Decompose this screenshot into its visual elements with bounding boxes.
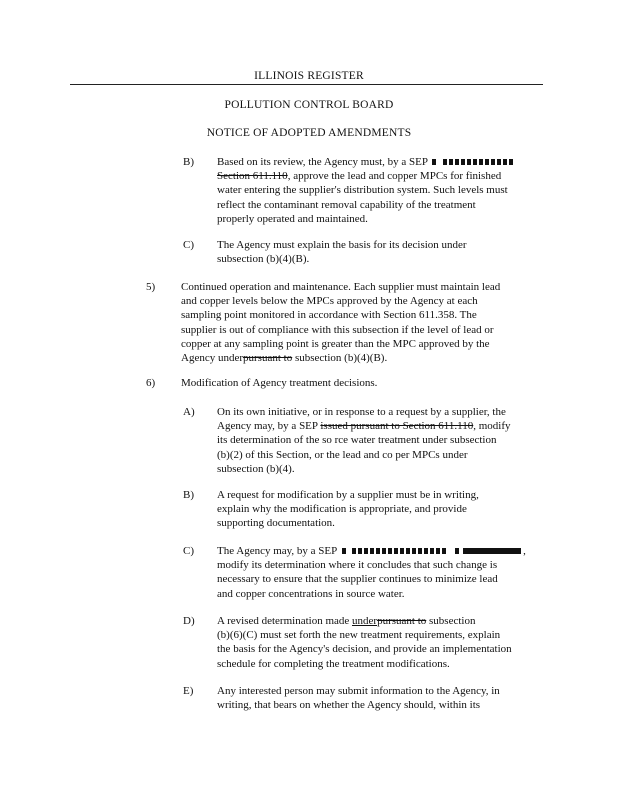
item-b4-text: Based on its review, the Agency must, by a SEP Section 611.110, approve the lead and copper MPCs for finished water entering the supplier's distribution system. Such levels must reflect the contaminant removal capability of the treatment properly operated and maintained. — [217, 155, 515, 226]
item-label: 6) — [146, 377, 156, 389]
item-label: B) — [183, 489, 194, 501]
board-title: POLLUTION CONTROL BOARD — [224, 99, 394, 111]
item-label: C) — [183, 545, 194, 557]
item-c4-text: The Agency must explain the basis for its decision under subsection (b)(4)(B). — [217, 239, 467, 266]
redaction-mark — [432, 159, 436, 165]
item-e6-text: Any interested person may submit information to the Agency, in writing, that bears on whether the Agency should, within its — [217, 685, 500, 712]
item-5-text: Continued operation and maintenance. Each supplier must maintain lead and copper levels below the MPCs approved by the Agency at each sampling point monitored in accordance with Section 611.358. The supplier is out of compliance with this subsection if the level of lead or copper at any sampling point is greater than the MPC approved by the Agency underpursuant to subsection (b)(4)(B). — [181, 281, 501, 365]
item-label: E) — [183, 685, 194, 697]
item-d6-text: A revised determination made underpursuant to subsection (b)(6)(C) must set forth the new treatment requirements, explain the basis for the Agency's decision, and provide an implementation schedule for completing the treatment modifications. — [217, 615, 512, 670]
item-label: B) — [183, 156, 194, 168]
header-rule — [70, 84, 543, 85]
redaction-mark — [463, 548, 521, 554]
item-label: C) — [183, 239, 194, 251]
item-c6-text: The Agency may, by a SEP , modify its determination where it concludes that such change is necessary to ensure that the supplier continues to minimize lead and copper concentrations in source water. — [217, 545, 526, 600]
redaction-mark — [443, 159, 513, 165]
item-label: A) — [183, 406, 195, 418]
register-title: ILLINOIS REGISTER — [254, 70, 364, 82]
item-label: 5) — [146, 281, 156, 293]
redaction-mark — [342, 548, 346, 554]
item-6-text: Modification of Agency treatment decisions. — [181, 377, 378, 389]
redaction-mark — [455, 548, 459, 554]
item-label: D) — [183, 615, 195, 627]
notice-title: NOTICE OF ADOPTED AMENDMENTS — [206, 127, 412, 139]
item-b6-text: A request for modification by a supplier must be in writing, explain why the modification is appropriate, and provide supporting documentation. — [217, 489, 479, 530]
item-a6-text: On its own initiative, or in response to a request by a supplier, the Agency may, by a SEP issued pursuant to Section 611.110, modify its determination of the so rce water treatment under subsection (b)(2) of this Section, or the lead and co per MPCs under subsection (b)(4). — [217, 406, 511, 475]
redaction-mark — [352, 548, 448, 554]
